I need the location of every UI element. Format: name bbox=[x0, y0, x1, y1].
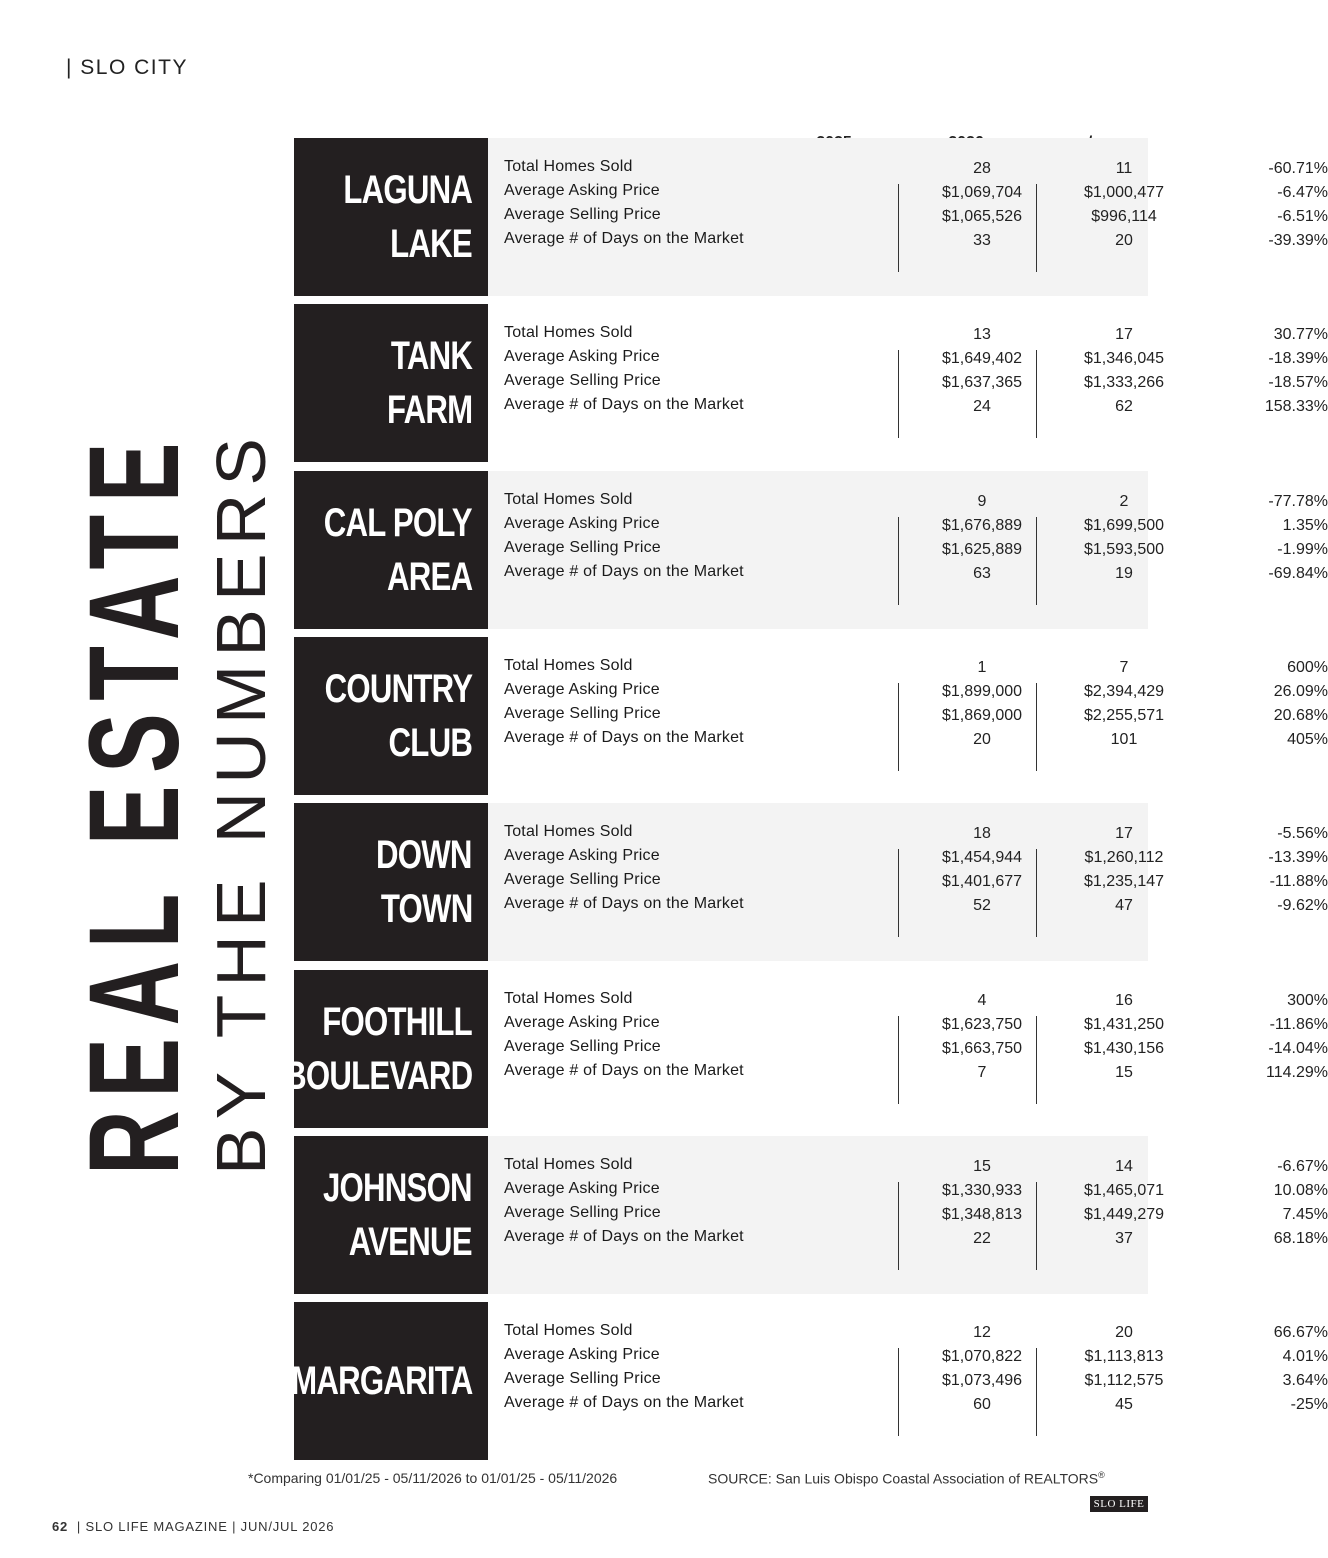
value-change: 7.45% bbox=[1282, 1205, 1328, 1223]
value-change: 405% bbox=[1287, 730, 1328, 748]
stat-row-sold bbox=[504, 656, 1328, 681]
stat-row-asking bbox=[504, 182, 1328, 206]
value-2025: $1,649,402 bbox=[941, 350, 1023, 368]
value-2025: $1,663,750 bbox=[941, 1039, 1023, 1057]
value-2026: 101 bbox=[1110, 730, 1138, 748]
neighborhood-name bbox=[294, 637, 488, 795]
side-title-main: REAL ESTATE bbox=[63, 109, 206, 1175]
value-2025: $1,065,526 bbox=[941, 208, 1023, 225]
stat-row-asking bbox=[504, 1346, 1328, 1370]
value-2026: $1,235,147 bbox=[1083, 873, 1165, 891]
stat-label: Average Selling Price bbox=[504, 1203, 661, 1221]
stat-row-selling bbox=[504, 1203, 1328, 1228]
stat-rows bbox=[504, 324, 1328, 420]
value-2026: $1,346,045 bbox=[1083, 350, 1165, 368]
page-footer bbox=[52, 1519, 334, 1534]
value-2026: $1,113,813 bbox=[1084, 1348, 1164, 1366]
value-change: -6.47% bbox=[1277, 184, 1328, 201]
column-divider bbox=[898, 683, 899, 771]
registered-mark: ® bbox=[1098, 1470, 1105, 1480]
page-number: 62 bbox=[52, 1519, 69, 1534]
value-2026: 7 bbox=[1119, 658, 1129, 676]
stat-row-asking bbox=[504, 847, 1328, 871]
value-2025: $1,070,822 bbox=[941, 1348, 1023, 1366]
stat-row-selling bbox=[504, 538, 1328, 563]
stat-row-selling bbox=[504, 1037, 1328, 1062]
comparison-note: *Comparing 01/01/25 - 05/11/2026 to 01/01/25 - 05/11/2026 bbox=[248, 1470, 618, 1486]
value-change: 3.64% bbox=[1282, 1372, 1328, 1390]
value-2025: $1,623,750 bbox=[941, 1015, 1023, 1033]
stat-row-asking bbox=[504, 348, 1328, 372]
value-2026: 11 bbox=[1115, 160, 1133, 177]
value-change: 10.08% bbox=[1273, 1181, 1328, 1199]
stat-row-days bbox=[504, 1394, 1328, 1418]
stat-row-days bbox=[504, 1227, 1328, 1252]
neighborhood-block bbox=[294, 1136, 1328, 1294]
value-change: -77.78% bbox=[1268, 492, 1328, 510]
value-2025: 60 bbox=[973, 1396, 991, 1414]
value-2025: 24 bbox=[973, 398, 991, 416]
stat-label: Average Asking Price bbox=[504, 514, 660, 532]
value-change: 600% bbox=[1287, 658, 1328, 676]
stat-label: Average Selling Price bbox=[504, 1370, 661, 1388]
column-divider bbox=[898, 849, 899, 937]
side-title-sub: BY THE NUMBERS bbox=[202, 443, 280, 1175]
column-divider bbox=[898, 350, 899, 438]
stat-rows bbox=[504, 823, 1328, 919]
source-note bbox=[708, 1470, 1105, 1487]
value-change: 66.67% bbox=[1273, 1324, 1328, 1342]
stat-label: Average # of Days on the Market bbox=[504, 230, 744, 247]
value-change: -6.67% bbox=[1277, 1157, 1328, 1175]
stat-row-selling bbox=[504, 1370, 1328, 1394]
stat-label: Average Selling Price bbox=[504, 372, 661, 390]
stat-row-days bbox=[504, 895, 1328, 919]
stat-row-days bbox=[504, 230, 1328, 254]
slo-life-logo: SLO LIFE bbox=[1090, 1496, 1148, 1512]
value-2026: $2,394,429 bbox=[1083, 682, 1165, 700]
stat-label: Average # of Days on the Market bbox=[504, 1227, 744, 1245]
stat-label: Average # of Days on the Market bbox=[504, 1061, 744, 1079]
column-divider bbox=[898, 1016, 899, 1104]
value-2026: $1,465,071 bbox=[1083, 1181, 1165, 1199]
value-2026: 16 bbox=[1115, 991, 1133, 1009]
stat-label: Average # of Days on the Market bbox=[504, 895, 744, 913]
neighborhood-name bbox=[283, 970, 488, 1128]
stat-label: Average Selling Price bbox=[504, 206, 661, 223]
value-change: -25% bbox=[1290, 1396, 1328, 1414]
value-2025: 18 bbox=[973, 825, 991, 843]
value-2025: 7 bbox=[977, 1063, 987, 1081]
value-change: -69.84% bbox=[1268, 564, 1328, 582]
value-change: 158.33% bbox=[1264, 398, 1328, 416]
stat-label: Average # of Days on the Market bbox=[504, 1394, 744, 1412]
value-2025: 63 bbox=[973, 564, 991, 582]
publication-info: | SLO LIFE MAGAZINE | JUN/JUL 2026 bbox=[76, 1519, 335, 1534]
side-title bbox=[60, 109, 280, 1180]
value-change: -9.62% bbox=[1277, 897, 1328, 915]
value-change: 1.35% bbox=[1282, 516, 1328, 534]
stat-row-asking bbox=[504, 514, 1328, 539]
value-2025: 9 bbox=[977, 492, 987, 510]
stat-row-selling bbox=[504, 372, 1328, 396]
stat-row-days bbox=[504, 562, 1328, 587]
neighborhood-name-line1: LAGUNA bbox=[343, 168, 472, 212]
column-divider bbox=[1036, 517, 1037, 605]
neighborhood-name-line1: FOOTHILL bbox=[322, 999, 472, 1044]
value-2025: $1,899,000 bbox=[941, 682, 1023, 700]
neighborhood-name bbox=[294, 803, 488, 961]
stat-label: Total Homes Sold bbox=[504, 656, 633, 674]
neighborhood-name-line1: JOHNSON bbox=[323, 1165, 472, 1210]
value-2026: 20 bbox=[1115, 232, 1133, 249]
value-2026: $1,593,500 bbox=[1083, 540, 1165, 558]
stat-label: Total Homes Sold bbox=[504, 1155, 633, 1173]
stat-label: Total Homes Sold bbox=[504, 823, 633, 841]
value-change: 300% bbox=[1287, 991, 1328, 1009]
neighborhood-name-line2: AVENUE bbox=[348, 1219, 472, 1264]
value-change: -6.51% bbox=[1277, 208, 1328, 225]
neighborhood-block bbox=[294, 138, 1328, 296]
stat-rows bbox=[504, 989, 1328, 1086]
value-2026: $1,430,156 bbox=[1083, 1039, 1165, 1057]
neighborhood-name-line2: FARM bbox=[386, 388, 472, 433]
column-divider bbox=[898, 184, 899, 272]
value-2026: 47 bbox=[1115, 897, 1133, 915]
value-change: -39.39% bbox=[1268, 232, 1328, 249]
value-change: -14.04% bbox=[1268, 1039, 1328, 1057]
value-2025: 28 bbox=[973, 160, 991, 177]
stat-rows bbox=[504, 158, 1328, 254]
column-divider bbox=[1036, 1016, 1037, 1104]
neighborhood-name-line2: CLUB bbox=[388, 720, 472, 765]
value-2025: $1,676,889 bbox=[941, 516, 1023, 534]
column-divider bbox=[1036, 849, 1037, 937]
stat-row-sold bbox=[504, 989, 1328, 1014]
stat-row-sold bbox=[504, 1322, 1328, 1346]
value-2025: $1,401,677 bbox=[941, 873, 1023, 891]
value-change: 30.77% bbox=[1273, 326, 1328, 344]
value-2025: 4 bbox=[977, 991, 987, 1009]
value-2026: $996,114 bbox=[1091, 208, 1157, 225]
value-change: -11.86% bbox=[1269, 1015, 1328, 1033]
value-2025: 33 bbox=[973, 232, 991, 249]
column-divider bbox=[1036, 1182, 1037, 1270]
neighborhood-name-line1: MARGARITA bbox=[290, 1359, 472, 1404]
value-2026: $1,260,112 bbox=[1084, 849, 1164, 867]
value-change: -13.39% bbox=[1268, 849, 1328, 867]
stat-label: Total Homes Sold bbox=[504, 1322, 633, 1340]
source-text: SOURCE: San Luis Obispo Coastal Association of REALTORS bbox=[708, 1470, 1099, 1487]
value-2026: 20 bbox=[1115, 1324, 1133, 1342]
value-2025: $1,869,000 bbox=[941, 706, 1023, 724]
neighborhood-name bbox=[294, 471, 488, 629]
value-2026: $1,112,575 bbox=[1084, 1372, 1164, 1390]
neighborhood-block bbox=[283, 970, 1328, 1128]
value-change: -1.99% bbox=[1277, 540, 1328, 558]
value-2025: $1,348,813 bbox=[941, 1205, 1023, 1223]
stat-label: Total Homes Sold bbox=[504, 490, 633, 508]
neighborhood-name-line1: DOWN bbox=[376, 833, 472, 878]
stat-label: Total Homes Sold bbox=[504, 158, 633, 175]
neighborhood-name bbox=[290, 1302, 488, 1460]
stat-row-selling bbox=[504, 704, 1328, 729]
neighborhood-name bbox=[294, 138, 488, 296]
stat-label: Average Asking Price bbox=[504, 680, 660, 698]
stat-row-sold bbox=[504, 324, 1328, 348]
neighborhood-name-line2: BOULEVARD bbox=[283, 1053, 472, 1098]
stat-row-sold bbox=[504, 490, 1328, 515]
value-2026: 15 bbox=[1115, 1063, 1133, 1081]
stat-rows bbox=[504, 1322, 1328, 1418]
value-2025: $1,073,496 bbox=[941, 1372, 1023, 1390]
stat-label: Average Selling Price bbox=[504, 871, 661, 889]
value-change: -11.88% bbox=[1269, 873, 1328, 891]
value-2026: 17 bbox=[1115, 825, 1133, 843]
value-change: 114.29% bbox=[1266, 1063, 1328, 1081]
stat-label: Average Asking Price bbox=[504, 348, 660, 366]
value-2026: $1,699,500 bbox=[1083, 516, 1165, 534]
stat-label: Average Asking Price bbox=[504, 1346, 660, 1364]
neighborhood-name-line1: COUNTRY bbox=[324, 666, 472, 711]
value-change: -18.39% bbox=[1268, 350, 1328, 368]
neighborhood-block bbox=[294, 637, 1328, 795]
neighborhood-block bbox=[294, 471, 1328, 629]
stat-row-sold bbox=[504, 158, 1328, 182]
neighborhood-name-line2: AREA bbox=[386, 554, 472, 599]
neighborhood-name-line1: TANK bbox=[390, 334, 472, 379]
neighborhood-block bbox=[294, 803, 1328, 961]
value-2026: 62 bbox=[1115, 398, 1133, 416]
stat-row-selling bbox=[504, 871, 1328, 895]
side-title-graphic bbox=[60, 109, 280, 1180]
value-2026: 17 bbox=[1115, 326, 1133, 344]
stat-row-selling bbox=[504, 206, 1328, 230]
value-change: 20.68% bbox=[1273, 706, 1328, 724]
value-2026: 2 bbox=[1119, 492, 1129, 510]
value-change: 26.09% bbox=[1273, 682, 1328, 700]
stat-label: Average Selling Price bbox=[504, 538, 661, 556]
column-divider bbox=[1036, 184, 1037, 272]
stat-label: Average # of Days on the Market bbox=[504, 728, 744, 746]
stat-label: Average # of Days on the Market bbox=[504, 562, 744, 580]
neighborhood-name-line1: CAL POLY bbox=[323, 500, 472, 545]
value-2026: $1,000,477 bbox=[1083, 184, 1165, 201]
value-change: -5.56% bbox=[1277, 825, 1328, 843]
value-2025: 1 bbox=[977, 658, 987, 676]
value-change: -60.71% bbox=[1268, 160, 1328, 177]
value-2026: $1,431,250 bbox=[1083, 1015, 1165, 1033]
section-label: | SLO CITY bbox=[66, 56, 188, 79]
stat-label: Average Asking Price bbox=[504, 1013, 660, 1031]
stat-label: Average Asking Price bbox=[504, 182, 660, 199]
neighborhood-block bbox=[290, 1302, 1328, 1460]
value-2025: 12 bbox=[973, 1324, 991, 1342]
value-change: 4.01% bbox=[1282, 1348, 1328, 1366]
value-2026: 45 bbox=[1115, 1396, 1133, 1414]
value-change: -18.57% bbox=[1268, 374, 1328, 392]
stat-rows bbox=[504, 490, 1328, 587]
column-divider bbox=[898, 517, 899, 605]
value-2026: $1,449,279 bbox=[1083, 1205, 1165, 1223]
stat-row-sold bbox=[504, 823, 1328, 847]
neighborhood-name bbox=[294, 1136, 488, 1294]
value-change: 68.18% bbox=[1273, 1229, 1328, 1247]
column-divider bbox=[1036, 683, 1037, 771]
stat-row-days bbox=[504, 396, 1328, 420]
stat-label: Average Asking Price bbox=[504, 1179, 660, 1197]
stat-label: Average Asking Price bbox=[504, 847, 660, 865]
column-divider bbox=[898, 1182, 899, 1270]
column-divider bbox=[1036, 350, 1037, 438]
stat-rows bbox=[504, 656, 1328, 753]
column-divider bbox=[898, 1348, 899, 1436]
column-divider bbox=[1036, 1348, 1037, 1436]
stat-row-asking bbox=[504, 1013, 1328, 1038]
neighborhood-block bbox=[294, 304, 1328, 462]
value-2026: $2,255,571 bbox=[1083, 706, 1165, 724]
neighborhood-name-line2: TOWN bbox=[380, 887, 472, 932]
stat-rows bbox=[504, 1155, 1328, 1252]
value-2025: $1,330,933 bbox=[941, 1181, 1023, 1199]
value-2025: 20 bbox=[973, 730, 991, 748]
value-2025: $1,625,889 bbox=[941, 540, 1023, 558]
stat-row-asking bbox=[504, 680, 1328, 705]
value-2025: 22 bbox=[973, 1229, 991, 1247]
stat-row-days bbox=[504, 1061, 1328, 1086]
value-2025: $1,069,704 bbox=[941, 184, 1023, 201]
value-2026: 19 bbox=[1115, 564, 1133, 582]
value-2025: $1,637,365 bbox=[941, 374, 1023, 392]
value-2025: 15 bbox=[973, 1157, 991, 1175]
stat-label: Average Selling Price bbox=[504, 704, 661, 722]
value-2026: 37 bbox=[1115, 1229, 1133, 1247]
value-2026: $1,333,266 bbox=[1083, 374, 1165, 392]
stat-row-days bbox=[504, 728, 1328, 753]
value-2025: 13 bbox=[973, 326, 991, 344]
stat-label: Total Homes Sold bbox=[504, 989, 633, 1007]
stat-label: Average Selling Price bbox=[504, 1037, 661, 1055]
neighborhood-name-line2: LAKE bbox=[390, 222, 472, 266]
value-2026: 14 bbox=[1115, 1157, 1133, 1175]
neighborhood-name bbox=[294, 304, 488, 462]
stat-row-asking bbox=[504, 1179, 1328, 1204]
stat-label: Average # of Days on the Market bbox=[504, 396, 744, 414]
stat-label: Total Homes Sold bbox=[504, 324, 633, 342]
value-2025: $1,454,944 bbox=[941, 849, 1023, 867]
value-2025: 52 bbox=[973, 897, 991, 915]
stat-row-sold bbox=[504, 1155, 1328, 1180]
